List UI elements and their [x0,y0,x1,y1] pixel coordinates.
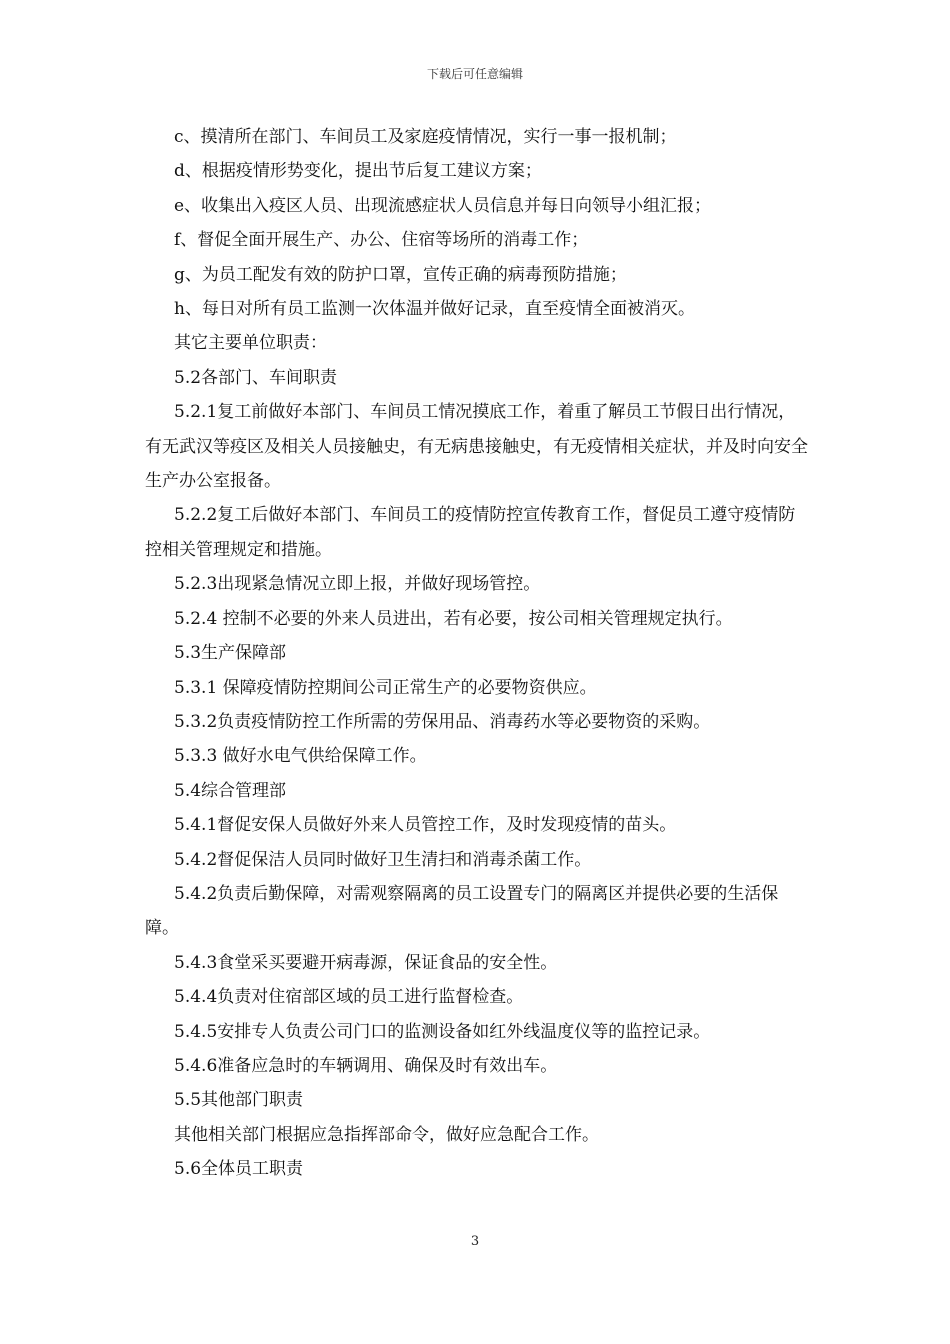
paragraph: 5.3.3 做好水电气供给保障工作。 [174,746,427,767]
paragraph: 其他相关部门根据应急指挥部命令，做好应急配合工作。 [174,1124,599,1145]
document-body [145,120,810,1187]
section-heading: 5.4综合管理部 [174,780,287,801]
paragraph: 5.4.6准备应急时的车辆调用、确保及时有效出车。 [174,1055,558,1076]
paragraph: e、收集出入疫区人员、出现流感症状人员信息并每日向领导小组汇报； [174,195,712,216]
paragraph: 5.4.5安排专人负责公司门口的监测设备如红外线温度仪等的监控记录。 [174,1021,711,1042]
paragraph: 5.2.2复工后做好本部门、车间员工的疫情防控宣传教育工作，督促员工遵守疫情防控相关管理规定和措施。 [145,505,796,560]
paragraph: 5.4.3食堂采买要避开病毒源，保证食品的安全性。 [174,952,558,973]
paragraph: 5.4.4负责对住宿部区域的员工进行监督检查。 [174,987,524,1008]
paragraph: c、摸清所在部门、车间员工及家庭疫情情况，实行一事一报机制； [174,127,677,147]
paragraph: 5.2.1复工前做好本部门、车间员工情况摸底工作，着重了解员工节假日出行情况，有无武汉等疫区及相关人员接触史，有无病患接触史，有无疫情相关症状，并及时向安全生产办公室报备。 [145,402,808,492]
paragraph: g、为员工配发有效的防护口罩，宣传正确的病毒预防措施； [174,264,627,285]
paragraph: 5.4.1督促安保人员做好外来人员管控工作，及时发现疫情的苗头。 [174,815,677,836]
paragraph: 5.4.2督促保洁人员同时做好卫生清扫和消毒杀菌工作。 [174,849,592,870]
paragraph: 5.3.2负责疫情防控工作所需的劳保用品、消毒药水等必要物资的采购。 [174,711,711,732]
paragraph: f、督促全面开展生产、办公、住宿等场所的消毒工作； [174,230,589,251]
paragraph: 5.2.4 控制不必要的外来人员进出，若有必要，按公司相关管理规定执行。 [174,608,733,629]
section-heading: 5.5其他部门职责 [174,1090,304,1111]
paragraph: 其它主要单位职责： [174,333,327,354]
paragraph: 5.4.2负责后勤保障，对需观察隔离的员工设置专门的隔离区并提供必要的生活保障。 [145,883,779,939]
section-heading: 5.2各部门、车间职责 [174,367,338,388]
paragraph: 5.3.1 保障疫情防控期间公司正常生产的必要物资供应。 [174,677,597,698]
paragraph: d、根据疫情形势变化，提出节后复工建议方案； [174,161,542,182]
page-number: 3 [470,1234,480,1249]
page-header: 下载后可任意编辑 [426,67,523,81]
section-heading: 5.3生产保障部 [174,643,287,664]
section-heading: 5.6全体员工职责 [174,1159,304,1180]
paragraph: 5.2.3出现紧急情况立即上报，并做好现场管控。 [174,574,541,595]
paragraph: h、每日对所有员工监测一次体温并做好记录，直至疫情全面被消灭。 [174,299,695,320]
